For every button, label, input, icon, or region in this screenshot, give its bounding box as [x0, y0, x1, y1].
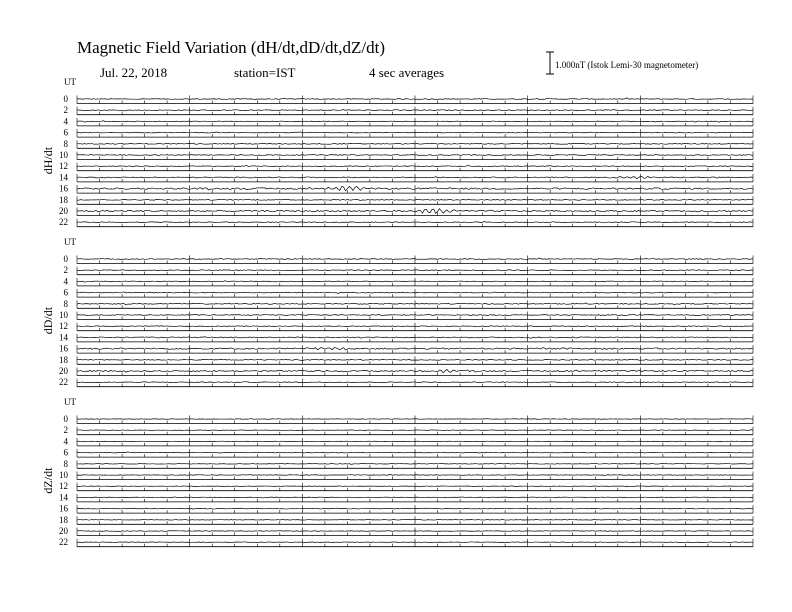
- row-ticks-dddt-0: [77, 256, 753, 264]
- scale-bar-label: 1.000nT (Istok Lemi-30 magnetometer): [555, 60, 699, 70]
- row-label-dhdt-10: 10: [59, 150, 68, 160]
- trace-dzdt-12: [77, 486, 753, 487]
- row-label-dddt-4: 4: [63, 276, 68, 287]
- row-label-dddt-10: 10: [59, 310, 68, 320]
- row-label-dddt-12: 12: [59, 321, 68, 332]
- panel-time-label-dhdt: UT: [64, 77, 76, 87]
- row-label-dhdt-14: 14: [59, 172, 68, 183]
- station-label: station=IST: [234, 65, 296, 80]
- row-ticks-dzdt-20: [77, 528, 753, 536]
- row-label-dzdt-22: 22: [59, 537, 68, 548]
- row-ticks-dhdt-2: [77, 107, 753, 115]
- row-ticks-dzdt-8: [77, 460, 753, 468]
- row-ticks-dddt-2: [77, 267, 753, 275]
- row-label-dddt-22: 22: [59, 377, 68, 388]
- row-label-dhdt-6: 6: [63, 127, 68, 138]
- row-ticks-dddt-10: [77, 312, 753, 320]
- row-label-dddt-8: 8: [63, 298, 68, 309]
- row-label-dzdt-18: 18: [59, 514, 68, 525]
- panel-ylabel-dzdt: dZ/dt: [41, 467, 55, 494]
- row-label-dddt-0: 0: [63, 254, 68, 264]
- averaging-label: 4 sec averages: [369, 65, 445, 80]
- date-label: Jul. 22, 2018: [100, 65, 168, 80]
- row-label-dhdt-18: 18: [59, 194, 68, 205]
- row-label-dhdt-12: 12: [59, 161, 68, 172]
- row-label-dzdt-20: 20: [59, 526, 68, 536]
- row-label-dhdt-20: 20: [59, 206, 68, 216]
- row-label-dddt-16: 16: [59, 343, 68, 354]
- row-ticks-dhdt-20: [77, 208, 753, 216]
- row-label-dhdt-22: 22: [59, 217, 68, 228]
- row-label-dddt-20: 20: [59, 366, 68, 376]
- row-label-dzdt-4: 4: [63, 436, 68, 447]
- row-label-dzdt-0: 0: [63, 414, 68, 424]
- row-label-dhdt-2: 2: [63, 105, 68, 116]
- panel-time-label-dddt: UT: [64, 237, 76, 247]
- row-label-dzdt-12: 12: [59, 481, 68, 492]
- row-ticks-dzdt-0: [77, 416, 753, 424]
- row-label-dzdt-14: 14: [59, 492, 68, 503]
- row-label-dzdt-6: 6: [63, 447, 68, 458]
- trace-dzdt-0: [77, 419, 753, 420]
- row-label-dhdt-0: 0: [63, 94, 68, 104]
- row-ticks-dhdt-12: [77, 163, 753, 171]
- row-ticks-dddt-4: [77, 278, 753, 286]
- row-label-dzdt-16: 16: [59, 503, 68, 514]
- row-label-dddt-18: 18: [59, 354, 68, 365]
- row-ticks-dhdt-10: [77, 152, 753, 160]
- row-label-dddt-6: 6: [63, 287, 68, 298]
- row-ticks-dzdt-6: [77, 449, 753, 457]
- trace-dzdt-18: [77, 519, 753, 520]
- row-label-dhdt-16: 16: [59, 183, 68, 194]
- panel-time-label-dzdt: UT: [64, 397, 76, 407]
- row-label-dhdt-8: 8: [63, 138, 68, 149]
- row-label-dzdt-8: 8: [63, 458, 68, 469]
- row-label-dzdt-2: 2: [63, 425, 68, 436]
- panel-ylabel-dddt: dD/dt: [41, 306, 55, 335]
- row-ticks-dddt-12: [77, 323, 753, 331]
- row-ticks-dzdt-2: [77, 427, 753, 435]
- trace-dzdt-4: [77, 441, 753, 442]
- row-ticks-dzdt-4: [77, 438, 753, 446]
- row-label-dddt-14: 14: [59, 332, 68, 343]
- row-ticks-dddt-14: [77, 334, 753, 342]
- chart-title: Magnetic Field Variation (dH/dt,dD/dt,dZ/dt): [77, 38, 386, 57]
- row-label-dhdt-4: 4: [63, 116, 68, 127]
- row-label-dzdt-10: 10: [59, 470, 68, 480]
- panel-ylabel-dhdt: dH/dt: [41, 146, 55, 175]
- row-label-dddt-2: 2: [63, 265, 68, 276]
